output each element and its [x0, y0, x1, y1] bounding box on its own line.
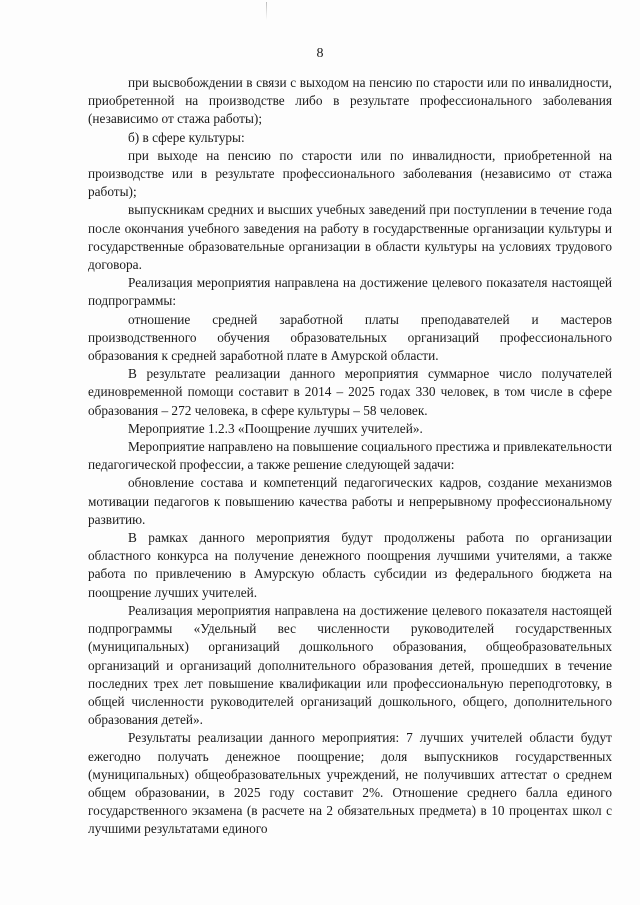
document-body: [88, 74, 612, 839]
paragraph-recipients-count: В результате реализации данного мероприятия суммарное число получателей единовременной помощи составит в 2014 – 2025 годах 330 человек, в том числе в сфере образования – 272 человека, в сфере культуры – 58 человек.: [88, 366, 612, 418]
paragraph-indicator-share: Реализация мероприятия направлена на достижение целевого показателя настоящей подпрограммы «Удельный вес численности руководителей государственных (муниципальных) организаций дошкольного образования, общеобразовательных организаций и организаций дополнительного образования детей, прошедших в течение последних трех лет повышение квалификации или профессиональную переподготовку, в общей численности руководителей организаций дошкольного, общего, дополнительного образования детей».: [88, 602, 612, 728]
paragraph-contest: В рамках данного мероприятия будут продолжены работа по организации областного конкурса на получение денежного поощрения лучшими учителями, а также работа по привлечению в Амурскую область субсидии из федерального бюджета на поощрение лучших учителей.: [88, 530, 612, 600]
paragraph-staff-renewal: обновление состава и компетенций педагогических кадров, создание механизмов мотивации педагогов к повышению качества работы и непрерывному профессиональному развитию.: [88, 475, 612, 527]
paragraph-measure-purpose: Мероприятие направлено на повышение социального престижа и привлекательности педагогической профессии, а также решение следующей задачи:: [88, 439, 612, 473]
paragraph-retirement-education: при высвобождении в связи с выходом на пенсию по старости или по инвалидности, приобретенной на производстве либо в результате профессионального заболевания (независимо от стажа работы);: [88, 75, 612, 127]
paragraph-culture-heading: б) в сфере культуры:: [128, 129, 245, 145]
paragraph-salary-ratio: отношение средней заработной платы преподавателей и мастеров производственного обучения образовательных организаций профессионального образования к средней заработной плате в Амурской области.: [88, 311, 612, 364]
scan-artifact-line: [266, 2, 267, 20]
page-number: 8: [316, 46, 324, 61]
paragraph-retirement-culture: при выходе на пенсию по старости или по инвалидности, приобретенной на производстве или в результате профессионального заболевания (независимо от стажа работы);: [88, 147, 612, 200]
paragraph-graduates: выпускникам средних и высших учебных заведений при поступлении в течение года после окончания учебного заведения на работу в государственные организации культуры и государственные образовательные организации в области культуры на условиях трудового договора.: [88, 202, 612, 273]
paragraph-measure-title: Мероприятие 1.2.3 «Поощрение лучших учителей».: [128, 420, 423, 436]
paragraph-results: Результаты реализации данного мероприятия: 7 лучших учителей области будут ежегодно получать денежное поощрение; доля выпускников государственных (муниципальных) общеобразовательных учреждений, не получивших аттестат о среднем общем образовании, в 2025 году составит 2%. Отношение среднего балла единого государственного экзамена (в расчете на 2 обязательных предмета) в 10 процентах школ с лучшими результатами единого: [88, 730, 612, 837]
paragraph-target-indicator: Реализация мероприятия направлена на достижение целевого показателя настоящей подпрограммы:: [88, 275, 612, 309]
